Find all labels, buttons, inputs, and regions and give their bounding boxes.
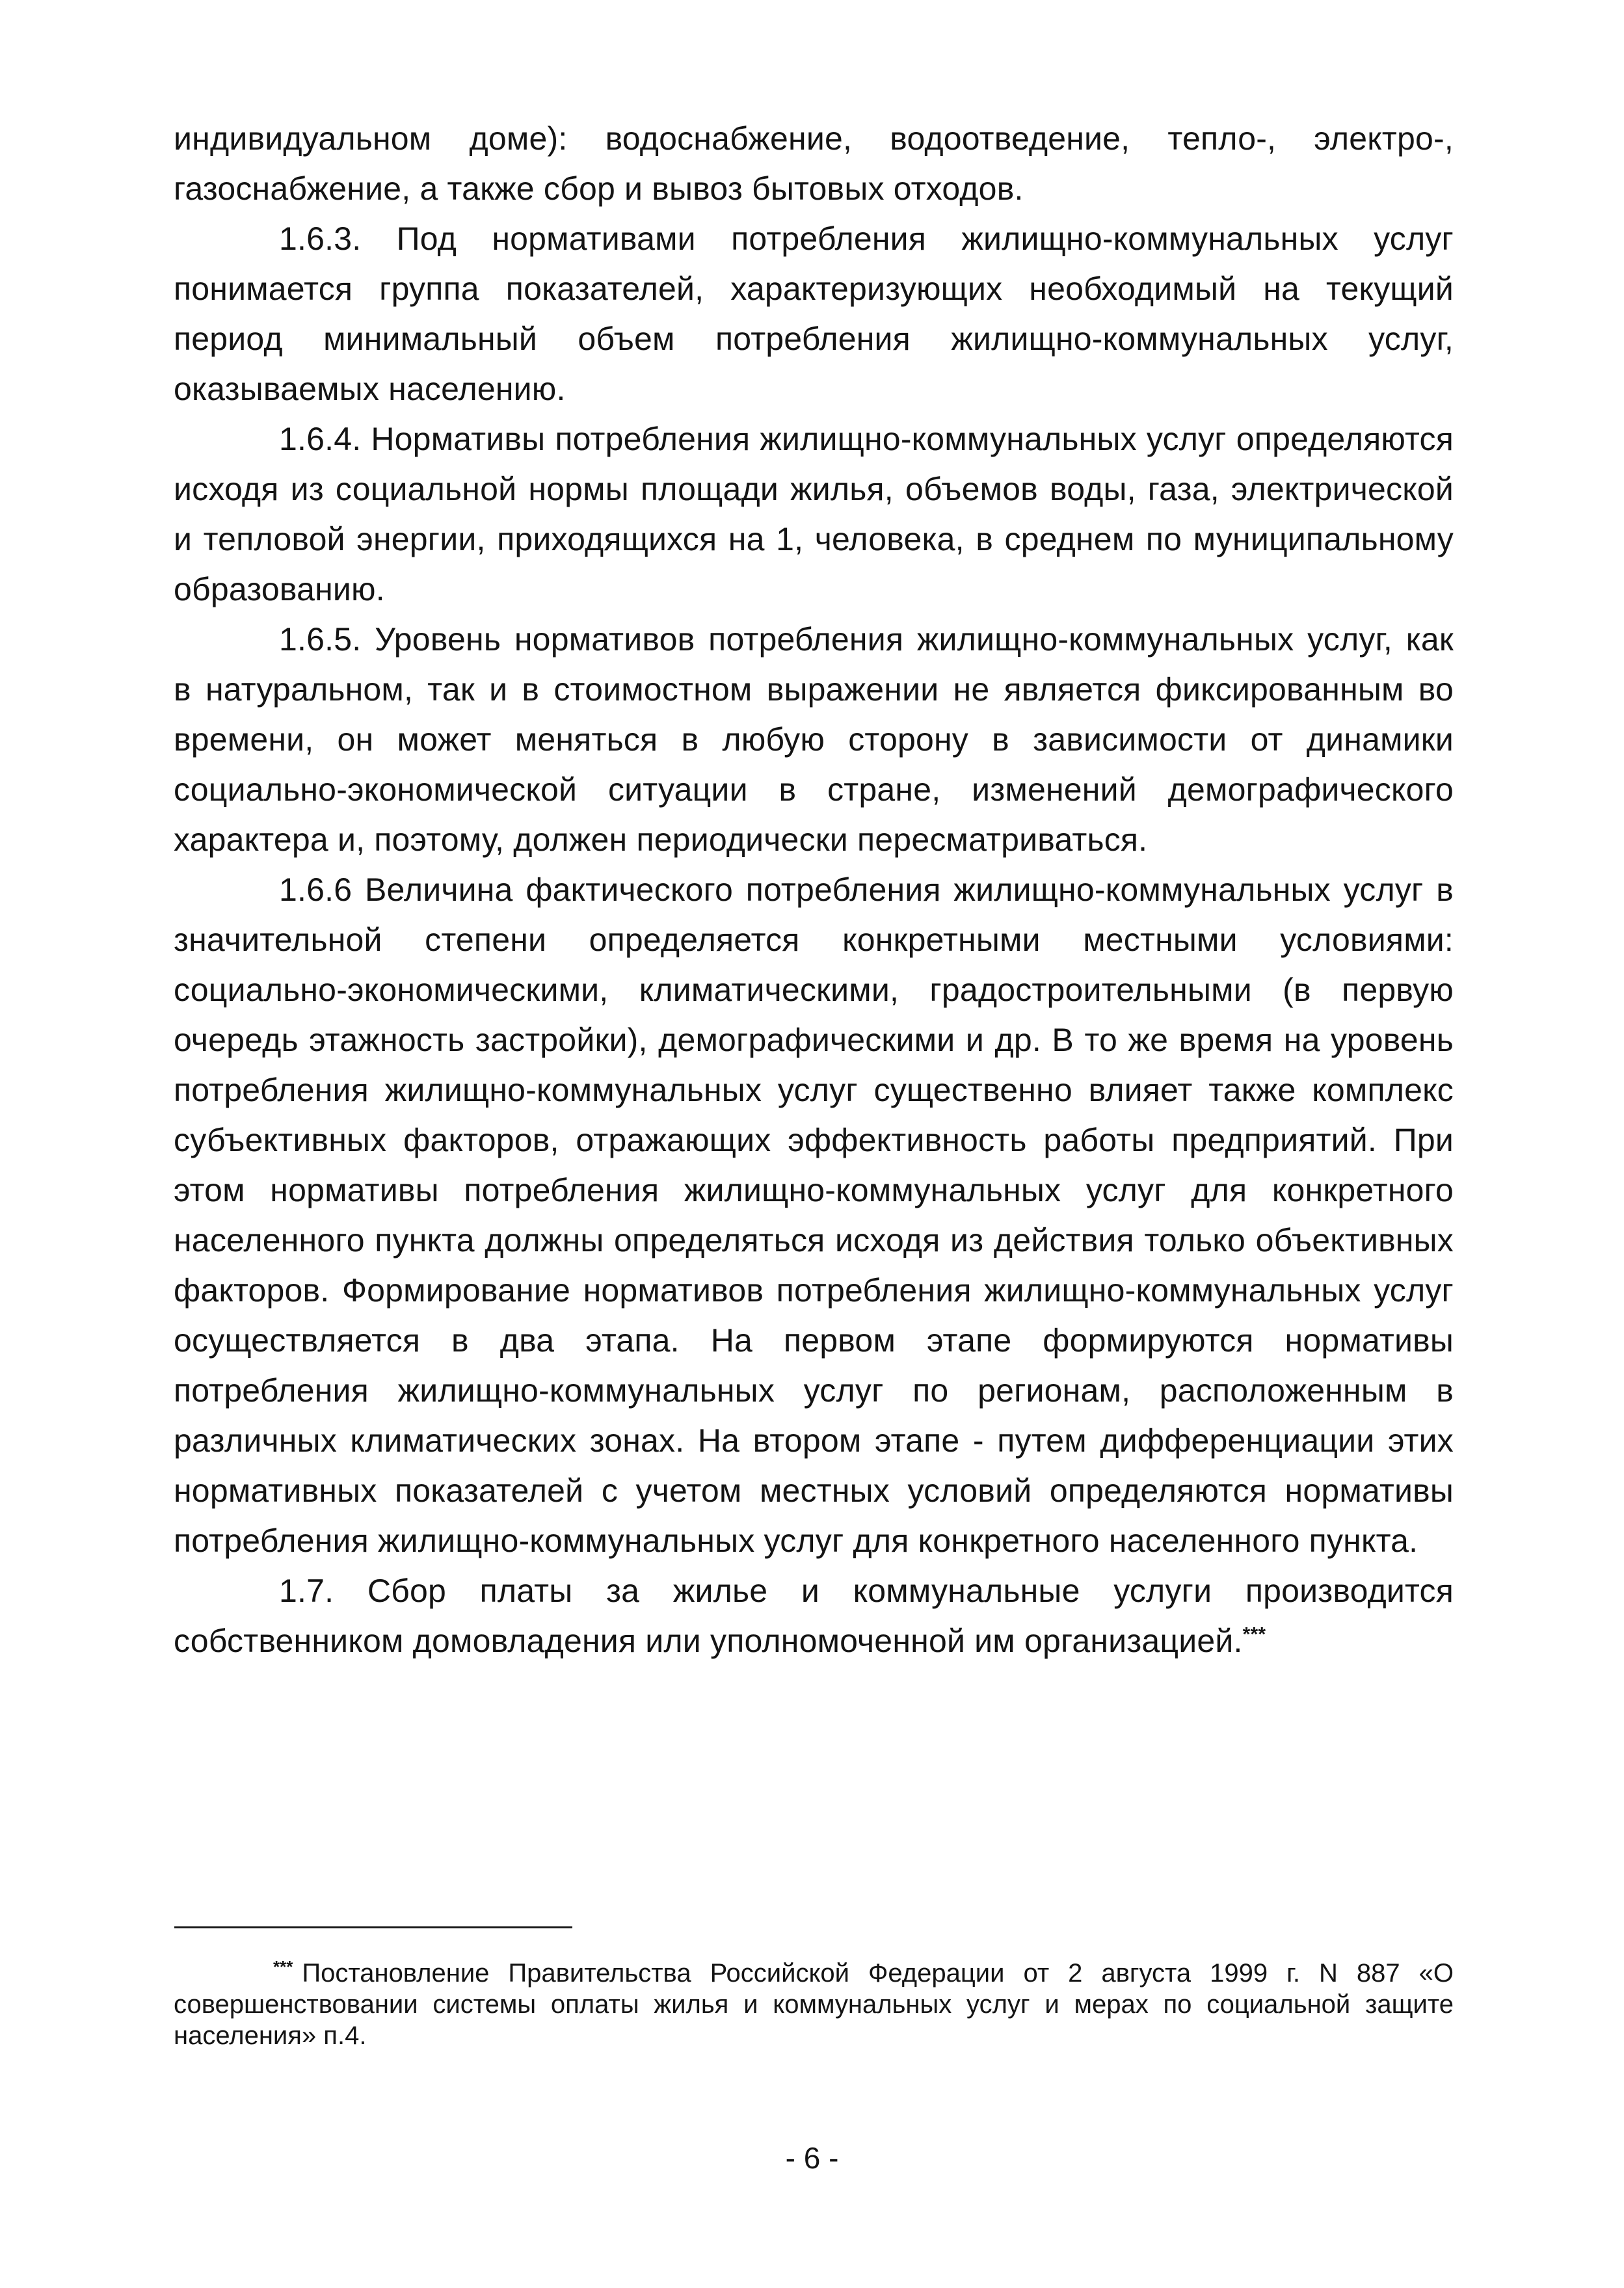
footnote-text: Постановление Правительства Российской Федерации от 2 августа 1999 г. N 887 «О совершенствовании системы оплаты жилья и коммунальных услуг и мерах по социальной защите населения» п.4. — [174, 1959, 1454, 2050]
paragraph-1-6-3: 1.6.3. Под нормативами потребления жилищно-коммунальных услуг понимается группа показателей, характеризующих необходимый на текущий период минимальный объем потребления жилищно-коммунальных услуг, оказываемых населению. — [174, 220, 1454, 407]
footnote-divider — [174, 1926, 572, 1928]
body-text — [174, 114, 1454, 1666]
paragraph-1-6-6: 1.6.6 Величина фактического потребления жилищно-коммунальных услуг в значительной степени определяется конкретными местными условиями: социально-экономическими, климатическими, градостроительными (в первую очередь этажность застройки), демографическими и др. В то же время на уровень потребления жилищно-коммунальных услуг существенно влияет также комплекс субъективных факторов, отражающих эффективность работы предприятий. При этом нормативы потребления жилищно-коммунальных услуг для конкретного населенного пункта должны определяться исходя из действия только объективных факторов. Формирование нормативов потребления жилищно-коммунальных услуг осуществляется в два этапа. На первом этапе формируются нормативы потребления жилищно-коммунальных услуг по регионам, расположенным в различных климатических зонах. На втором этапе - путем дифференциации этих нормативных показателей с учетом местных условий определяются нормативы потребления жилищно-коммунальных услуг для конкретного населенного пункта. — [174, 871, 1454, 1559]
paragraph-1-6-4: 1.6.4. Нормативы потребления жилищно-коммунальных услуг определяются исходя из социальной нормы площади жилья, объемов воды, газа, электрической и тепловой энергии, приходящихся на 1, человека, в среднем по муниципальному образованию. — [174, 421, 1454, 607]
footnote-marker: *** — [273, 1956, 293, 1976]
footnote-reference: *** — [1242, 1623, 1266, 1645]
paragraph-1-7-text: 1.7. Сбор платы за жилье и коммунальные услуги производится собственником домовладения или уполномоченной им организацией. — [174, 1573, 1454, 1659]
paragraph-continuation: индивидуальном доме): водоснабжение, водоотведение, тепло-, электро-, газоснабжение, а также сбор и вывоз бытовых отходов. — [174, 120, 1454, 207]
paragraph-1-6-5: 1.6.5. Уровень нормативов потребления жилищно-коммунальных услуг, как в натуральном, так и в стоимостном выражении не является фиксированным во времени, он может меняться в любую сторону в зависимости от динамики социально-экономической ситуации в стране, изменений демографического характера и, поэтому, должен периодически пересматриваться. — [174, 621, 1454, 858]
paragraph-1-7 — [174, 1566, 1454, 1666]
footnote — [174, 1958, 1454, 2051]
page-number: - 6 - — [785, 2141, 839, 2175]
